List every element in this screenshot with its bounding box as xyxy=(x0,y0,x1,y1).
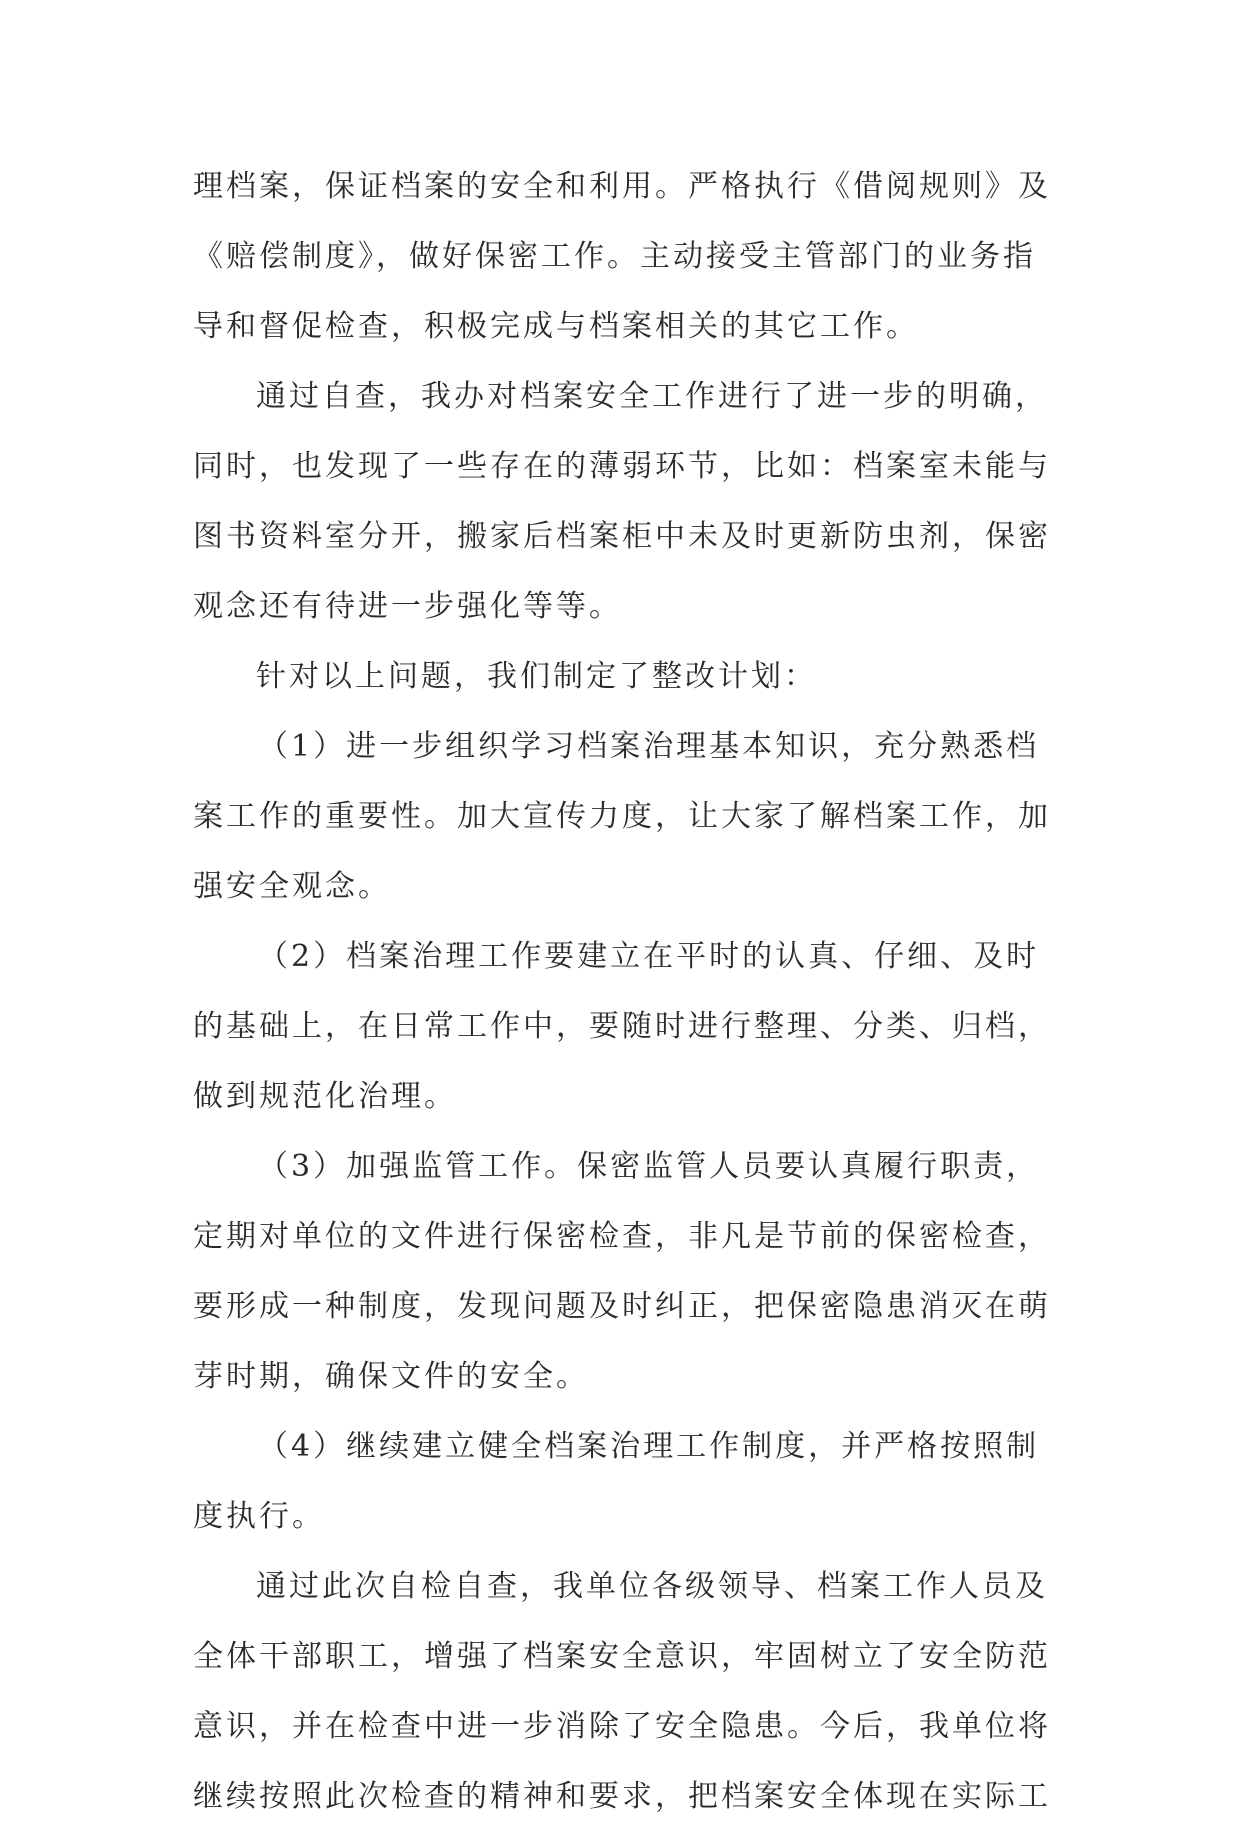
text-line: 图书资料室分开，搬家后档案柜中未及时更新防虫剂，保密 xyxy=(193,519,1051,554)
list-item-line: （1）进一步组织学习档案治理基本知识，充分熟悉档 xyxy=(258,729,1040,764)
document-body xyxy=(193,164,1073,1844)
text-line: 《赔偿制度》，做好保密工作。主动接受主管部门的业务指 xyxy=(193,239,1036,274)
text-line: 芽时期，确保文件的安全。 xyxy=(193,1359,589,1394)
paragraph-start-line: 通过此次自检自查，我单位各级领导、档案工作人员及 xyxy=(256,1569,1048,1604)
text-line: 做到规范化治理。 xyxy=(193,1079,457,1114)
text-line: 意识，并在检查中进一步消除了安全隐患。今后，我单位将 xyxy=(193,1709,1051,1744)
text-line: 继续按照此次检查的精神和要求，把档案安全体现在实际工 xyxy=(193,1779,1051,1814)
paragraph-start-line: 针对以上问题，我们制定了整改计划： xyxy=(256,659,817,694)
list-item-line: （3）加强监管工作。保密监管人员要认真履行职责， xyxy=(258,1149,1040,1184)
list-item-line: （4）继续建立健全档案治理工作制度，并严格按照制 xyxy=(258,1429,1040,1464)
text-line: 导和督促检查，积极完成与档案相关的其它工作。 xyxy=(193,309,919,344)
text-line: 全体干部职工，增强了档案安全意识，牢固树立了安全防范 xyxy=(193,1639,1051,1674)
text-line: 的基础上，在日常工作中，要随时进行整理、分类、归档， xyxy=(193,1009,1051,1044)
text-line: 要形成一种制度，发现问题及时纠正，把保密隐患消灭在萌 xyxy=(193,1289,1051,1324)
text-line: 强安全观念。 xyxy=(193,869,391,904)
text-line: 度执行。 xyxy=(193,1499,325,1534)
text-line: 案工作的重要性。加大宣传力度，让大家了解档案工作，加 xyxy=(193,799,1051,834)
text-line: 观念还有待进一步强化等等。 xyxy=(193,589,622,624)
text-line: 定期对单位的文件进行保密检查，非凡是节前的保密检查， xyxy=(193,1219,1051,1254)
list-item-line: （2）档案治理工作要建立在平时的认真、仔细、及时 xyxy=(258,939,1040,974)
text-line: 理档案，保证档案的安全和利用。严格执行《借阅规则》及 xyxy=(193,169,1051,204)
paragraph-start-line: 通过自查，我办对档案安全工作进行了进一步的明确， xyxy=(256,379,1048,414)
text-line: 同时，也发现了一些存在的薄弱环节，比如：档案室未能与 xyxy=(193,449,1051,484)
